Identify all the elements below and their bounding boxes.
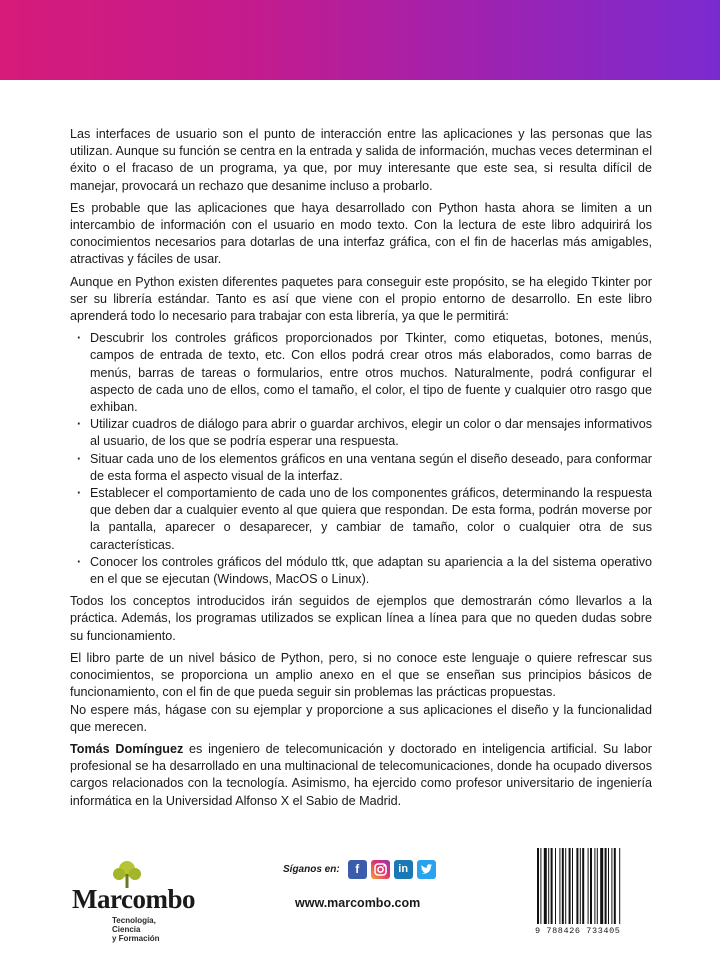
list-item: · Situar cada uno de los elementos gráficos en una ventana según el diseño deseado, para conformar de esta forma el aspecto visual de la interfaz. [90,451,652,485]
logo-tagline [112,916,160,943]
barcode [535,848,647,936]
list-item: · Conocer los controles gráficos del módulo ttk, que adaptan su apariencia a la del sistema operativo en el que se ejecutan (Windows, MacOS o Linux). [90,554,652,588]
logo-tagline-line: y Formación [112,934,160,943]
barcode-graphic [535,848,647,924]
facebook-icon[interactable]: f [348,860,367,879]
paragraph: Es probable que las aplicaciones que haya desarrollado con Python hasta ahora se limiten a un intercambio de información con el usuario en modo texto. Con la lectura de este libro adquirirá los conocimientos necesarios para dotarlas de una interfaz gráfica, con el fin de hacerlas más amigables, atractivas y fáciles de usar. [70,200,652,267]
top-color-band [0,0,720,80]
back-cover-text [70,126,652,815]
paragraph: No espere más, hágase con su ejemplar y proporcione a sus aplicaciones el diseño y la funcionalidad que merecen. [70,702,652,734]
author-bio-text: es ingeniero de telecomunicación y doctorado en inteligencia artificial. Su labor profesional se ha desarrollado en una multinacional de telecomunicaciones, donde ha ocupado diversos cargos relacionados con la tecnología. Asimismo, ha ejercido como profesor universitario de ingeniería informática en la Universidad Alfonso X el Sabio de Madrid. [70,741,652,808]
website-link[interactable]: www.marcombo.com [295,896,421,910]
author-name: Tomás Domínguez [70,741,184,756]
social-links [283,858,440,880]
linkedin-icon[interactable]: in [394,860,413,879]
paragraph: El libro parte de un nivel básico de Python, pero, si no conoce este lenguaje o quiere refrescar sus conocimientos, se proporciona un amplio anexo en el que se enseñan sus principios básicos de funcionamiento, con el fin de que pueda seguir sin problemas las prácticas propuestas. [70,650,652,700]
social-label: Síganos en: [283,863,340,875]
isbn-number: 9 788426 733405 [535,926,621,936]
logo-tagline-line: Ciencia [112,925,141,934]
logo-tagline-line: Tecnología, [112,916,156,925]
paragraph: Aunque en Python existen diferentes paquetes para conseguir este propósito, se ha elegido Tkinter por ser su librería estándar. Tanto es así que viene con el propio entorno de desarrollo. En este libro aprenderá todo lo necesario para trabajar con esta librería, ya que le permitirá: [70,274,652,324]
paragraph: Las interfaces de usuario son el punto de interacción entre las aplicaciones y las personas que las utilizan. Aunque su función se centra en la entrada y salida de información, muchas veces determinan el éxito o el fracaso de un programa, ya que, por muy interesante que este sea, si resulta difícil de manejar, provocará un rechazo que desanime incluso a probarlo. [70,127,652,193]
list-item: · Descubrir los controles gráficos proporcionados por Tkinter, como etiquetas, botones, menús, campos de entrada de texto, etc. Con ellos podrá crear otros más elaborados, como barras de menús, barras de tareas o formularios, entre otros muchos. Naturalmente, podrá configurar el aspecto de cada uno de ellos, como el tamaño, el color, el tipo de fuente y cualquier otro rasgo que exhiban. [90,330,652,416]
list-item: · Establecer el comportamiento de cada uno de los componentes gráficos, determinando la respuesta que deben dar a cualquier evento al que quiera que respondan. De esta forma, podrán moverse por la pantalla, aparecer o desaparecer, y cambiar de tamaño, color o cualquier otra de sus características. [90,485,652,554]
feature-list [70,330,652,588]
author-bio [70,741,652,810]
publisher-logo [72,860,232,950]
list-item: · Utilizar cuadros de diálogo para abrir o guardar archivos, elegir un color o dar mensajes informativos al usuario, de los que se podría esperar una respuesta. [90,416,652,450]
logo-name: Marcombo [72,884,195,914]
twitter-icon[interactable] [417,860,436,879]
paragraph: Todos los conceptos introducidos irán seguidos de ejemplos que demostrarán cómo llevarlos a la práctica. Además, los programas utilizados se explican línea a línea para que no queden dudas sobre su funcionamiento. [70,594,652,643]
footer [0,840,720,960]
instagram-icon[interactable] [371,860,390,879]
